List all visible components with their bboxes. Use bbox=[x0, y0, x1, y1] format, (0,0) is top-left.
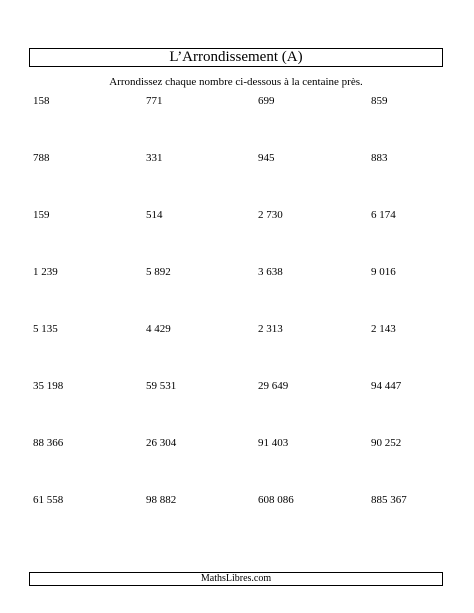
problem-number: 158 bbox=[33, 95, 50, 107]
problem-row bbox=[33, 95, 443, 152]
problem-number: 885 367 bbox=[371, 494, 407, 506]
problem-number: 29 649 bbox=[258, 380, 289, 392]
problem-grid bbox=[33, 95, 443, 551]
worksheet-title: L’Arrondissement (A) bbox=[29, 48, 443, 67]
problem-number: 2 730 bbox=[258, 209, 283, 221]
problem-number: 2 313 bbox=[258, 323, 283, 335]
problem-number: 91 403 bbox=[258, 437, 289, 449]
problem-number: 35 198 bbox=[33, 380, 64, 392]
problem-row bbox=[33, 209, 443, 266]
problem-row bbox=[33, 323, 443, 380]
problem-number: 61 558 bbox=[33, 494, 64, 506]
problem-number: 26 304 bbox=[146, 437, 177, 449]
problem-number: 608 086 bbox=[258, 494, 294, 506]
problem-number: 90 252 bbox=[371, 437, 402, 449]
problem-number: 98 882 bbox=[146, 494, 177, 506]
problem-number: 788 bbox=[33, 152, 50, 164]
problem-number: 514 bbox=[146, 209, 163, 221]
footer-site-name: MathsLibres.com bbox=[29, 572, 443, 586]
problem-number: 94 447 bbox=[371, 380, 402, 392]
problem-number: 2 143 bbox=[371, 323, 396, 335]
problem-number: 5 892 bbox=[146, 266, 171, 278]
problem-row bbox=[33, 266, 443, 323]
worksheet-instructions: Arrondissez chaque nombre ci-dessous à la centaine près. bbox=[109, 76, 363, 88]
problem-number: 699 bbox=[258, 95, 275, 107]
problem-number: 88 366 bbox=[33, 437, 64, 449]
problem-number: 159 bbox=[33, 209, 50, 221]
problem-number: 883 bbox=[371, 152, 388, 164]
problem-number: 859 bbox=[371, 95, 388, 107]
problem-row bbox=[33, 152, 443, 209]
problem-row bbox=[33, 494, 443, 551]
problem-number: 6 174 bbox=[371, 209, 396, 221]
problem-row bbox=[33, 380, 443, 437]
problem-row bbox=[33, 437, 443, 494]
problem-number: 771 bbox=[146, 95, 163, 107]
problem-number: 1 239 bbox=[33, 266, 58, 278]
problem-number: 9 016 bbox=[371, 266, 396, 278]
problem-number: 59 531 bbox=[146, 380, 177, 392]
problem-number: 4 429 bbox=[146, 323, 171, 335]
problem-number: 945 bbox=[258, 152, 275, 164]
problem-number: 5 135 bbox=[33, 323, 58, 335]
problem-number: 3 638 bbox=[258, 266, 283, 278]
problem-number: 331 bbox=[146, 152, 163, 164]
